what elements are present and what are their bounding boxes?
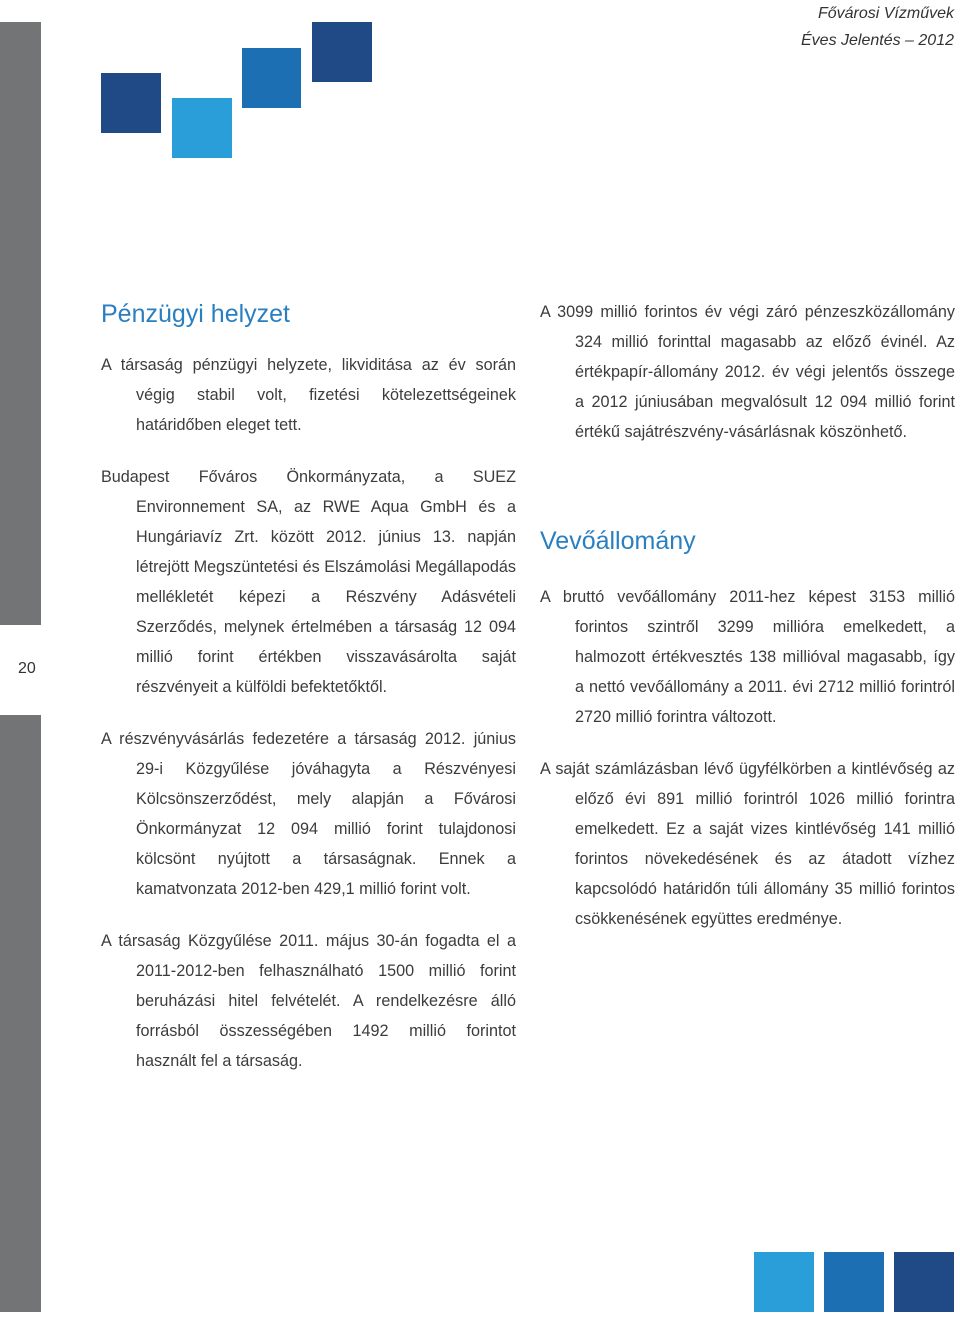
paragraph: Budapest Főváros Önkormányzata, a SUEZ Environnement SA, az RWE Aqua GmbH és a Hungáriavíz Zrt. között 2012. június 13. napján létrejött Megszüntetési és Elszámolási Megállapodás mellékletét képezi a Részvény Adásvételi Szerződés, melynek értelmében a társaság 12 094 millió forint értékben visszavásárolta saját részvényeit a külföldi befektetőktől. — [101, 468, 516, 696]
left-column — [101, 297, 516, 1076]
decorative-square — [242, 48, 301, 108]
paragraph: A 3099 millió forintos év végi záró pénzeszközállomány 324 millió forinttal magasabb az előző évinél. Az értékpapír-állomány 2012. év végi jelentős összege a 2012 júniusában megvalósult 12 094 millió forint értékű sajátrészvény-vásárlásnak köszönhető. — [540, 303, 955, 441]
decorative-square — [824, 1252, 884, 1312]
right-column — [540, 297, 955, 934]
section-heading-receivables: Vevőállomány — [540, 527, 696, 555]
page-number: 20 — [18, 660, 36, 677]
decorative-square — [894, 1252, 954, 1312]
paragraph: A saját számlázásban lévő ügyfélkörben a kintlévőség az előző évi 891 millió forintról 1026 millió forintra emelkedett. Ez a saját vizes kintlévőség 141 millió forintos növekedésének és az átadott vízhez kapcsolódó határidőn túli állomány 35 millió forintos csökkenésének együttes eredménye. — [540, 760, 955, 928]
header-company: Fővárosi Vízművek — [817, 5, 954, 22]
header-report-title: Éves Jelentés – 2012 — [801, 32, 954, 49]
page-header — [801, 0, 954, 54]
decorative-square — [172, 98, 232, 158]
decorative-square — [312, 22, 372, 82]
paragraph: A társaság Közgyűlése 2011. május 30-án fogadta el a 2011-2012-ben felhasználható 1500 millió forint beruházási hitel felvételét. A rendelkezésre álló forrásból összességében 1492 millió forintot használt fel a társaság. — [101, 932, 516, 1070]
paragraph: A bruttó vevőállomány 2011-hez képest 3153 millió forintos szintről 3299 millióra emelkedett, a halmozott értékvesztés 138 millióval magasabb, így a nettó vevőállomány a 2011. évi 2712 millió forintról 2720 millió forintra változott. — [540, 588, 955, 726]
decorative-square — [101, 73, 161, 133]
section-heading-financial: Pénzügyi helyzet — [101, 300, 291, 328]
paragraph: A társaság pénzügyi helyzete, likviditása az év során végig stabil volt, fizetési kötelezettségeinek határidőben eleget tett. — [101, 356, 516, 434]
paragraph: A részvényvásárlás fedezetére a társaság 2012. június 29-i Közgyűlése jóváhagyta a Részvényesi Kölcsönszerződést, mely alapján a Fővárosi Önkormányzat 12 094 millió forint tulajdonosi kölcsönt nyújtott a társaságnak. Ennek a kamatvonzata 2012-ben 429,1 millió forint volt. — [101, 730, 516, 898]
decorative-square — [754, 1252, 814, 1312]
